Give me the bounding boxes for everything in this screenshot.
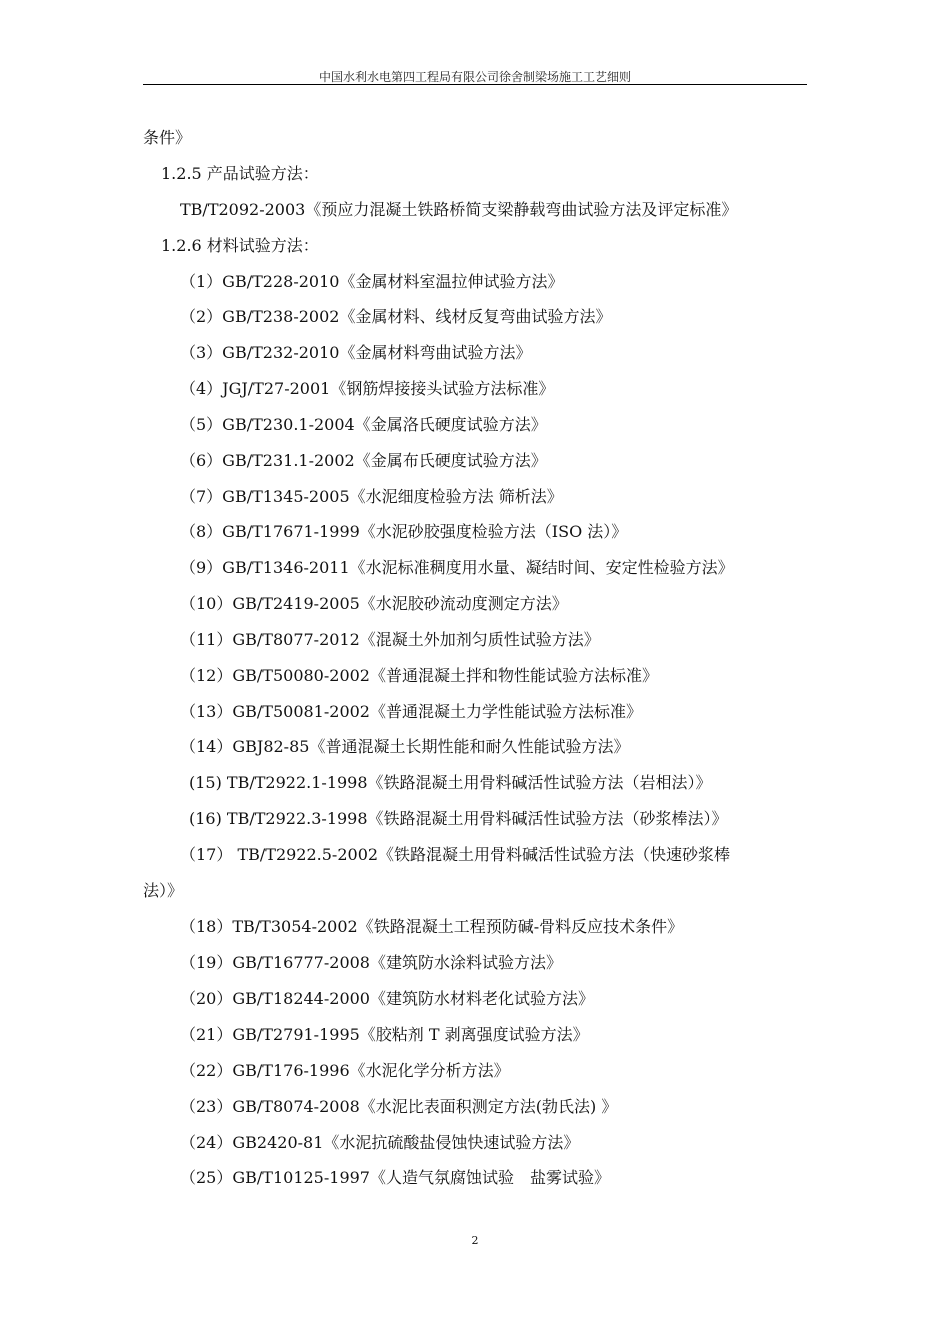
list-item: （6）GB/T231.1-2002《金属布氏硬度试验方法》	[180, 451, 547, 470]
text-line: TB/T2092-2003《预应力混凝土铁路桥简支梁静载弯曲试验方法及评定标准》	[180, 200, 738, 219]
list-item: （18）TB/T3054-2002《铁路混凝土工程预防碱-骨料反应技术条件》	[180, 917, 684, 936]
list-item: （3）GB/T232-2010《金属材料弯曲试验方法》	[180, 343, 532, 362]
list-item: （17） TB/T2922.5-2002《铁路混凝土用骨料碱活性试验方法（快速砂浆棒	[180, 845, 731, 864]
list-item: （13）GB/T50081-2002《普通混凝土力学性能试验方法标准》	[180, 702, 642, 721]
list-item: （4）JGJ/T27-2001《钢筋焊接接头试验方法标准》	[180, 379, 555, 398]
section-heading-1-2-5: 1.2.5 产品试验方法：	[161, 164, 319, 183]
list-item: （20）GB/T18244-2000《建筑防水材料老化试验方法》	[180, 989, 594, 1008]
list-item: （8）GB/T17671-1999《水泥砂胶强度检验方法（ISO 法）》	[180, 522, 628, 541]
list-item: （25）GB/T10125-1997《人造气氛腐蚀试验 盐雾试验》	[180, 1168, 610, 1187]
list-item: （19）GB/T16777-2008《建筑防水涂料试验方法》	[180, 953, 562, 972]
list-item: （24）GB2420-81《水泥抗硫酸盐侵蚀快速试验方法》	[180, 1133, 580, 1152]
list-item: (15) TB/T2922.1-1998《铁路混凝土用骨料碱活性试验方法（岩相法）》	[189, 773, 712, 792]
section-heading-1-2-6: 1.2.6 材料试验方法：	[161, 236, 319, 255]
list-item: （10）GB/T2419-2005《水泥胶砂流动度测定方法》	[180, 594, 568, 613]
list-item-continuation: 法）》	[143, 881, 184, 900]
list-item: (16) TB/T2922.3-1998《铁路混凝土用骨料碱活性试验方法（砂浆棒法）》	[189, 809, 728, 828]
list-item: （9）GB/T1346-2011《水泥标准稠度用水量、凝结时间、安定性检验方法》	[180, 558, 734, 577]
list-item: （12）GB/T50080-2002《普通混凝土拌和物性能试验方法标准》	[180, 666, 658, 685]
list-item: （1）GB/T228-2010《金属材料室温拉伸试验方法》	[180, 272, 564, 291]
list-item: （14）GBJ82-85《普通混凝土长期性能和耐久性能试验方法》	[180, 737, 630, 756]
text-line: 条件》	[143, 128, 192, 147]
list-item: （5）GB/T230.1-2004《金属洛氏硬度试验方法》	[180, 415, 547, 434]
list-item: （11）GB/T8077-2012《混凝土外加剂匀质性试验方法》	[180, 630, 600, 649]
list-item: （2）GB/T238-2002《金属材料、线材反复弯曲试验方法》	[180, 307, 612, 326]
list-item: （23）GB/T8074-2008《水泥比表面积测定方法(勃氏法) 》	[180, 1097, 618, 1116]
list-item: （7）GB/T1345-2005《水泥细度检验方法 筛析法》	[180, 487, 563, 506]
header-rule	[143, 84, 807, 85]
list-item: （22）GB/T176-1996《水泥化学分析方法》	[180, 1061, 510, 1080]
page-number: 2	[471, 1234, 479, 1247]
page-header-title: 中国水利水电第四工程局有限公司徐舍制梁场施工工艺细则	[318, 70, 631, 84]
list-item: （21）GB/T2791-1995《胶粘剂 T 剥离强度试验方法》	[180, 1025, 589, 1044]
